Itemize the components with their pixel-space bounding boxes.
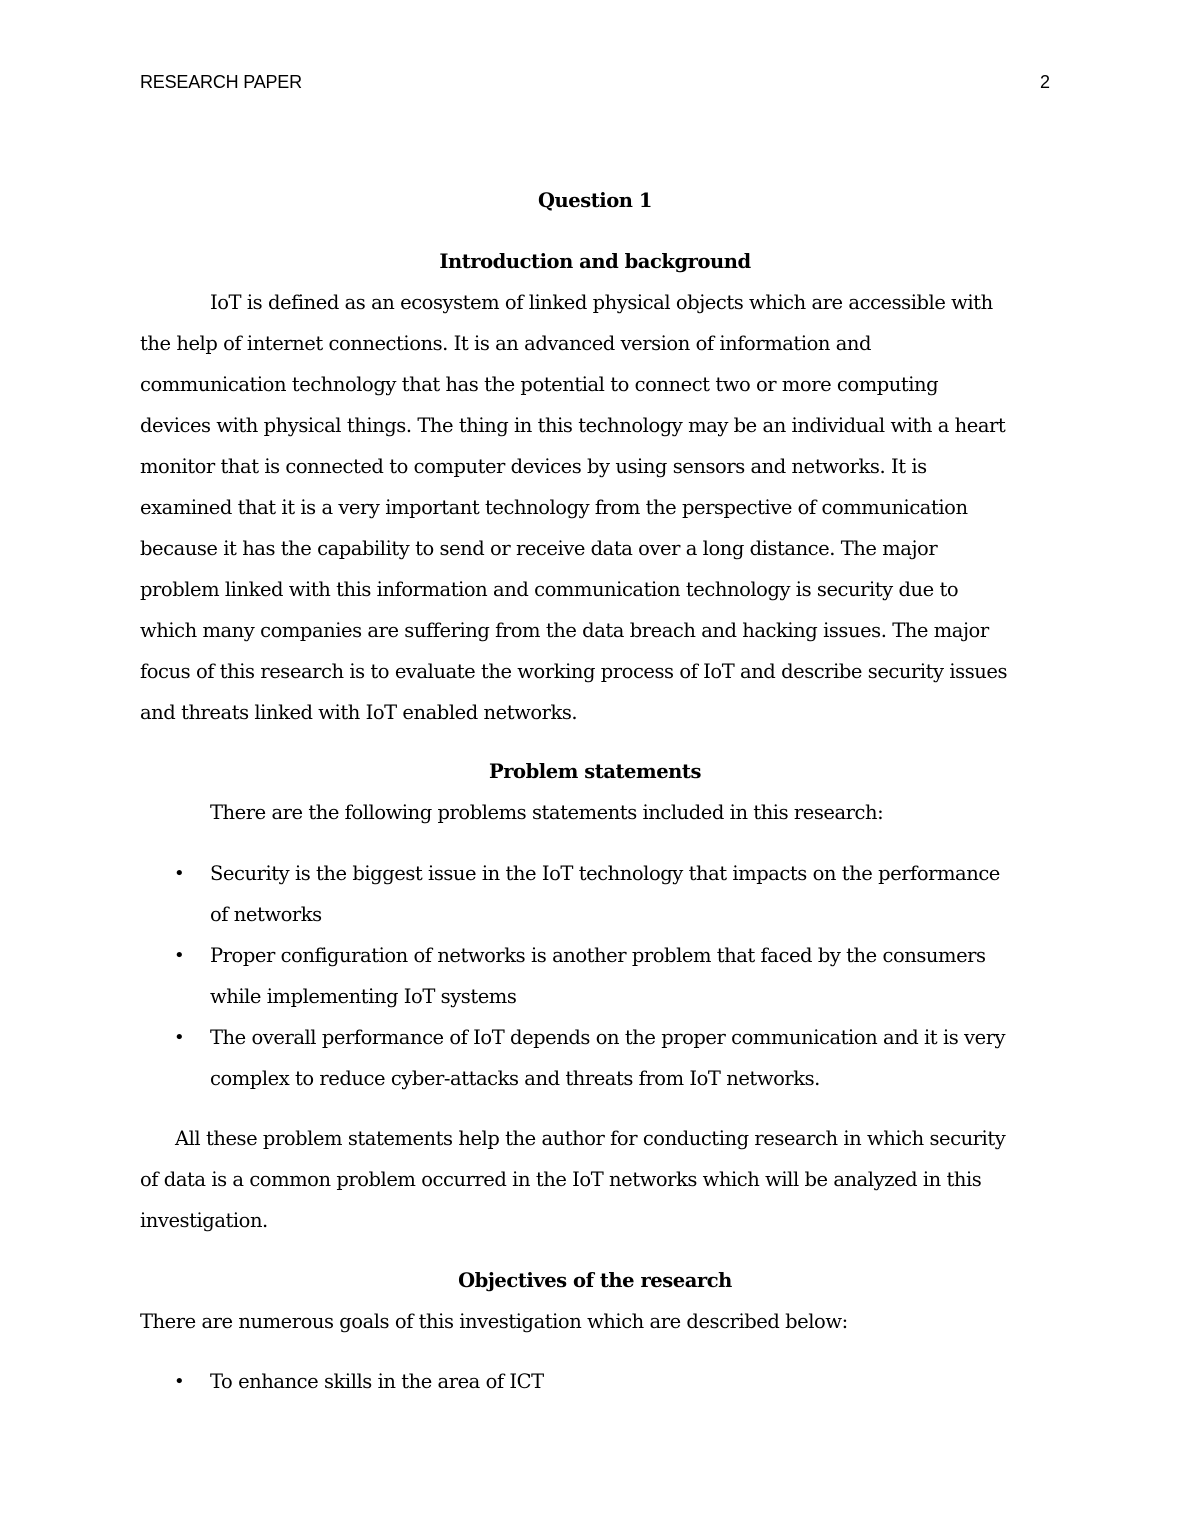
- objectives-heading: Objectives of the research: [458, 1269, 732, 1292]
- summary-line: investigation.: [140, 1209, 268, 1232]
- intro-line: focus of this research is to evaluate the working process of IoT and describe security issues: [140, 660, 1008, 683]
- list-item: [140, 1017, 1050, 1099]
- list-item-line: The overall performance of IoT depends on the proper communication and it is very: [210, 1026, 1006, 1049]
- list-item: [140, 853, 1050, 935]
- problems-list: [140, 853, 1050, 1099]
- intro-line: communication technology that has the potential to connect two or more computing: [140, 373, 939, 396]
- intro-line: the help of internet connections. It is an advanced version of information and: [140, 332, 872, 355]
- problems-heading: Problem statements: [489, 760, 701, 783]
- objectives-list: [140, 1361, 1050, 1402]
- intro-line: and threats linked with IoT enabled networks.: [140, 701, 578, 724]
- list-item: [140, 935, 1050, 1017]
- bullet-icon: •: [174, 1371, 185, 1392]
- list-item-line: of networks: [210, 903, 322, 926]
- summary-line: of data is a common problem occurred in the IoT networks which will be analyzed in this: [140, 1168, 982, 1191]
- list-item: [140, 1361, 1050, 1402]
- running-head: RESEARCH PAPER: [140, 72, 302, 92]
- problems-lead-text: There are the following problems statements included in this research:: [210, 801, 884, 824]
- intro-line: monitor that is connected to computer devices by using sensors and networks. It is: [140, 455, 927, 478]
- page-number: 2: [1039, 72, 1050, 92]
- summary-line: All these problem statements help the author for conducting research in which security: [175, 1127, 1006, 1150]
- list-item-line: To enhance skills in the area of ICT: [210, 1370, 544, 1393]
- question-title: Question 1: [537, 189, 652, 212]
- problems-summary: [140, 1118, 1050, 1241]
- intro-line: examined that it is a very important technology from the perspective of communication: [140, 496, 968, 519]
- bullet-icon: •: [174, 945, 185, 966]
- list-item-line: complex to reduce cyber-attacks and threats from IoT networks.: [210, 1067, 820, 1090]
- intro-line: IoT is defined as an ecosystem of linked physical objects which are accessible with: [210, 291, 993, 314]
- intro-heading: Introduction and background: [439, 250, 751, 273]
- list-item-line: while implementing IoT systems: [210, 985, 517, 1008]
- list-item-line: Proper configuration of networks is another problem that faced by the consumers: [210, 944, 986, 967]
- problems-lead: [140, 792, 1050, 833]
- bullet-icon: •: [174, 863, 185, 884]
- intro-line: devices with physical things. The thing in this technology may be an individual with a heart: [140, 414, 1006, 437]
- bullet-icon: •: [174, 1027, 185, 1048]
- objectives-lead-text: There are numerous goals of this investigation which are described below:: [140, 1310, 848, 1333]
- intro-line: problem linked with this information and communication technology is security due to: [140, 578, 959, 601]
- intro-line: which many companies are suffering from the data breach and hacking issues. The major: [140, 619, 989, 642]
- list-item-line: Security is the biggest issue in the IoT technology that impacts on the performance: [210, 862, 1000, 885]
- objectives-lead: [140, 1301, 1050, 1342]
- intro-paragraph: [140, 282, 1050, 733]
- intro-line: because it has the capability to send or receive data over a long distance. The major: [140, 537, 938, 560]
